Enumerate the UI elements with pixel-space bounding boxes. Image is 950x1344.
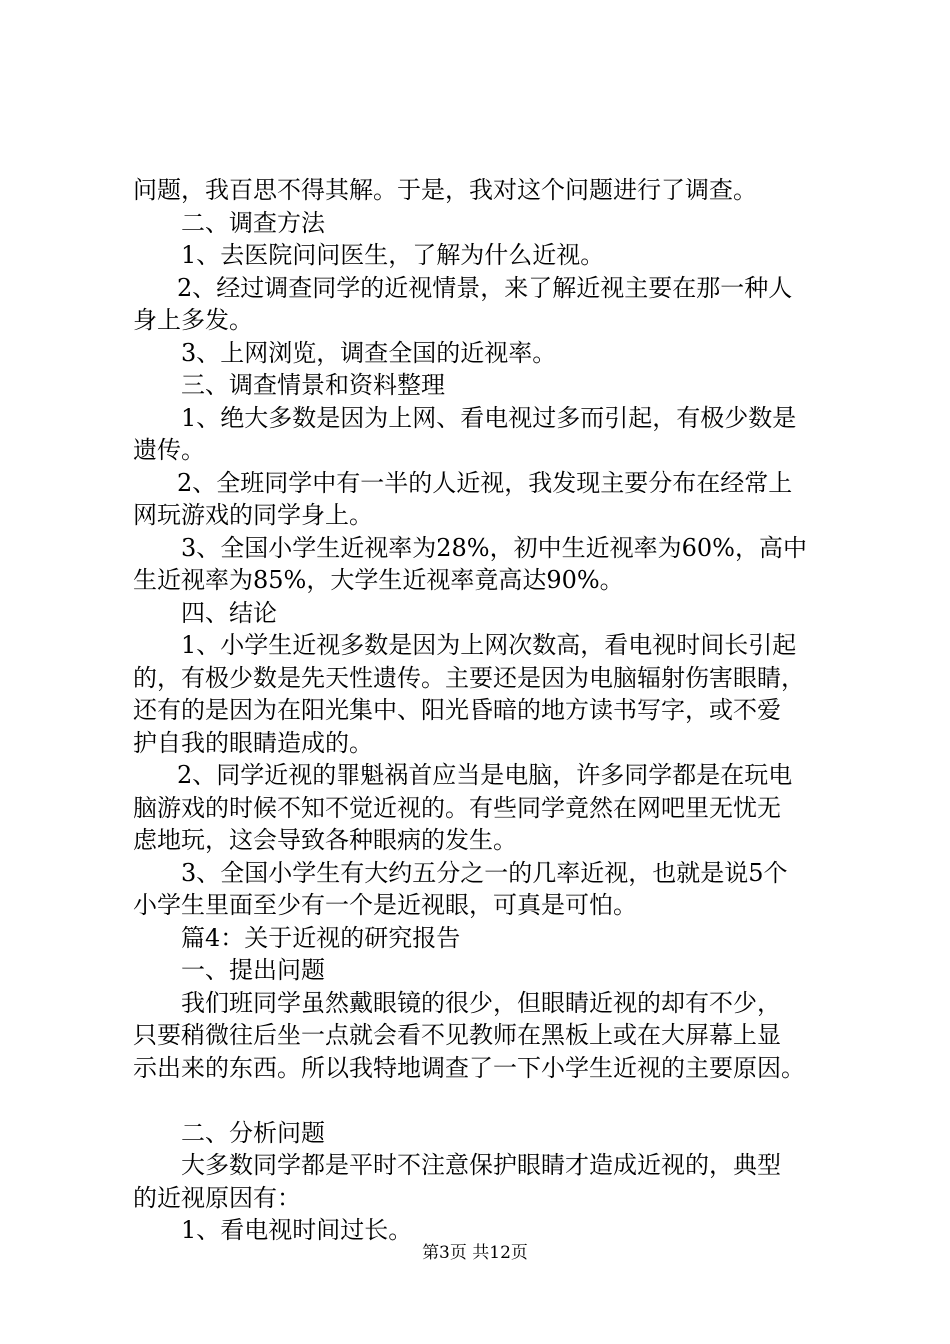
section-heading: 一、提出问题 bbox=[181, 956, 325, 984]
paragraph-line: 网玩游戏的同学身上。 bbox=[133, 501, 373, 529]
page-footer bbox=[0, 1241, 950, 1265]
paragraph-line: 1、小学生近视多数是因为上网次数高，看电视时间长引起 bbox=[181, 631, 797, 659]
paragraph-line: 身上多发。 bbox=[133, 306, 253, 334]
paragraph-line: 1、看电视时间过长。 bbox=[181, 1216, 413, 1244]
paragraph-line: 的近视原因有： bbox=[133, 1183, 301, 1212]
paragraph-line: 2、经过调查同学的近视情景，来了解近视主要在那一种人 bbox=[177, 273, 793, 302]
paragraph-line: 我们班同学虽然戴眼镜的很少，但眼睛近视的却有不少， bbox=[181, 988, 781, 1017]
paragraph-line: 示出来的东西。所以我特地调查了一下小学生近视的主要原因。 bbox=[133, 1053, 805, 1082]
paragraph-line: 2、全班同学中有一半的人近视，我发现主要分布在经常上 bbox=[177, 468, 793, 497]
paragraph-line: 1、绝大多数是因为上网、看电视过多而引起，有极少数是 bbox=[181, 403, 797, 432]
section-heading: 二、调查方法 bbox=[181, 208, 325, 237]
paragraph-line: 3、全国小学生有大约五分之一的几率近视，也就是说5个 bbox=[181, 858, 788, 887]
section-heading: 三、调查情景和资料整理 bbox=[181, 371, 445, 399]
section-heading: 四、结论 bbox=[181, 598, 277, 627]
page-number-label: 第3页 共12页 bbox=[422, 1243, 528, 1263]
paragraph-line: 2、同学近视的罪魁祸首应当是电脑，许多同学都是在玩电 bbox=[177, 761, 793, 789]
paragraph-line: 虑地玩，这会导致各种眼病的发生。 bbox=[133, 826, 517, 854]
document-body bbox=[133, 174, 833, 1247]
paragraph-line: 还有的是因为在阳光集中、阳光昏暗的地方读书写字，或不爱 bbox=[133, 696, 781, 724]
paragraph-line: 生近视率为85%，大学生近视率竟高达90%。 bbox=[133, 566, 624, 594]
paragraph-line: 大多数同学都是平时不注意保护眼睛才造成近视的，典型 bbox=[181, 1151, 781, 1179]
paragraph-line: 护自我的眼睛造成的。 bbox=[133, 728, 373, 757]
paragraph-line: 遗传。 bbox=[133, 436, 205, 464]
article-title: 篇4：关于近视的研究报告 bbox=[181, 923, 461, 952]
section-heading: 二、分析问题 bbox=[181, 1118, 325, 1147]
paragraph-line: 问题，我百思不得其解。于是，我对这个问题进行了调查。 bbox=[133, 176, 757, 204]
paragraph-line: 只要稍微往后坐一点就会看不见教师在黑板上或在大屏幕上显 bbox=[133, 1021, 781, 1049]
paragraph-line: 脑游戏的时候不知不觉近视的。有些同学竟然在网吧里无忧无 bbox=[133, 793, 781, 822]
paragraph-line: 小学生里面至少有一个是近视眼，可真是可怕。 bbox=[133, 891, 637, 919]
paragraph-line: 3、上网浏览，调查全国的近视率。 bbox=[181, 338, 557, 367]
blank-line bbox=[133, 1084, 833, 1117]
paragraph-line: 3、全国小学生近视率为28%，初中生近视率为60%，高中 bbox=[181, 533, 807, 562]
paragraph-line: 的，有极少数是先天性遗传。主要还是因为电脑辐射伤害眼睛， bbox=[133, 663, 805, 692]
paragraph-line: 1、去医院问问医生，了解为什么近视。 bbox=[181, 241, 605, 269]
